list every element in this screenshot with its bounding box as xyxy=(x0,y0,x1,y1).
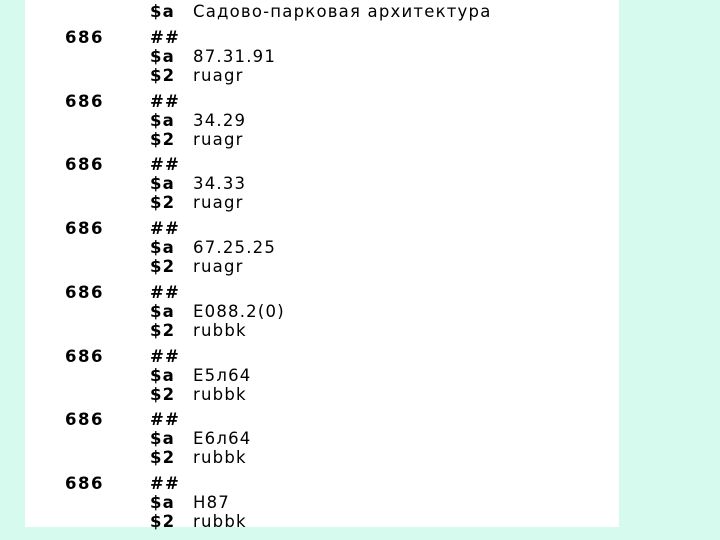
field-indicators: ## xyxy=(150,155,181,175)
subfield-value: Садово-парковая архитектура xyxy=(193,2,492,21)
subfield-value: 67.25.25 xyxy=(193,238,277,258)
subfield-code: $2 xyxy=(150,511,176,531)
record-line xyxy=(25,193,619,212)
subfield-code: $2 xyxy=(150,448,176,468)
record-line xyxy=(25,111,619,130)
subfield-code: $a xyxy=(150,365,176,385)
subfield-code: $2 xyxy=(150,193,176,213)
record-line xyxy=(25,257,619,276)
field-indicators: ## xyxy=(150,91,181,111)
field-tag: 686 xyxy=(65,410,104,430)
subfield-value: rubbk xyxy=(193,384,247,404)
subfield-code: $a xyxy=(150,174,176,194)
subfield-value: E088.2(0) xyxy=(193,301,285,321)
subfield-value: 87.31.91 xyxy=(193,47,277,66)
record-field-header xyxy=(25,474,619,493)
field-indicators: ## xyxy=(150,28,181,47)
subfield-code: $2 xyxy=(150,129,176,149)
record-line xyxy=(25,130,619,149)
record-line xyxy=(25,66,619,85)
record-line xyxy=(25,321,619,340)
field-tag: 686 xyxy=(65,473,104,493)
record-line xyxy=(25,366,619,385)
subfield-value: Н87 xyxy=(193,492,231,512)
field-indicators: ## xyxy=(150,410,181,430)
field-indicators: ## xyxy=(150,473,181,493)
record-line xyxy=(25,385,619,404)
record-field-header xyxy=(25,92,619,111)
record-line xyxy=(25,302,619,321)
field-indicators: ## xyxy=(150,346,181,366)
subfield-code: $2 xyxy=(150,257,176,277)
field-tag: 686 xyxy=(65,219,104,239)
field-tag: 686 xyxy=(65,28,104,47)
subfield-code: $a xyxy=(150,238,176,258)
record-field-header xyxy=(25,219,619,238)
record-line xyxy=(25,512,619,531)
field-tag: 686 xyxy=(65,155,104,175)
field-tag: 686 xyxy=(65,282,104,302)
subfield-value: ruagr xyxy=(193,193,244,213)
record-field-header xyxy=(25,283,619,302)
field-indicators: ## xyxy=(150,219,181,239)
subfield-value: Е6л64 xyxy=(193,429,252,449)
subfield-value: rubbk xyxy=(193,320,247,340)
subfield-code: $a xyxy=(150,301,176,321)
subfield-value: ruagr xyxy=(193,66,244,85)
subfield-value: ruagr xyxy=(193,257,244,277)
subfield-code: $2 xyxy=(150,384,176,404)
record-line xyxy=(25,493,619,512)
record-line xyxy=(25,174,619,193)
subfield-value: rubbk xyxy=(193,511,247,531)
record-line xyxy=(25,238,619,257)
subfield-value: ruagr xyxy=(193,129,244,149)
subfield-code: $a xyxy=(150,429,176,449)
field-tag: 686 xyxy=(65,91,104,111)
record-field-header xyxy=(25,347,619,366)
record-line xyxy=(25,448,619,467)
field-indicators: ## xyxy=(150,282,181,302)
marc-record-page xyxy=(25,0,619,531)
subfield-value: Е5л64 xyxy=(193,365,252,385)
subfield-code: $a xyxy=(150,47,176,66)
subfield-code: $a xyxy=(150,110,176,130)
record-line xyxy=(25,2,619,21)
record-field-header xyxy=(25,155,619,174)
record-line xyxy=(25,429,619,448)
subfield-code: $a xyxy=(150,492,176,512)
subfield-value: 34.29 xyxy=(193,110,247,130)
subfield-code: $a xyxy=(150,2,176,21)
field-tag: 686 xyxy=(65,346,104,366)
record-field-header xyxy=(25,410,619,429)
subfield-value: 34.33 xyxy=(193,174,247,194)
subfield-code: $2 xyxy=(150,66,176,85)
subfield-code: $2 xyxy=(150,320,176,340)
subfield-value: rubbk xyxy=(193,448,247,468)
record-line xyxy=(25,47,619,66)
record-field-header xyxy=(25,28,619,47)
